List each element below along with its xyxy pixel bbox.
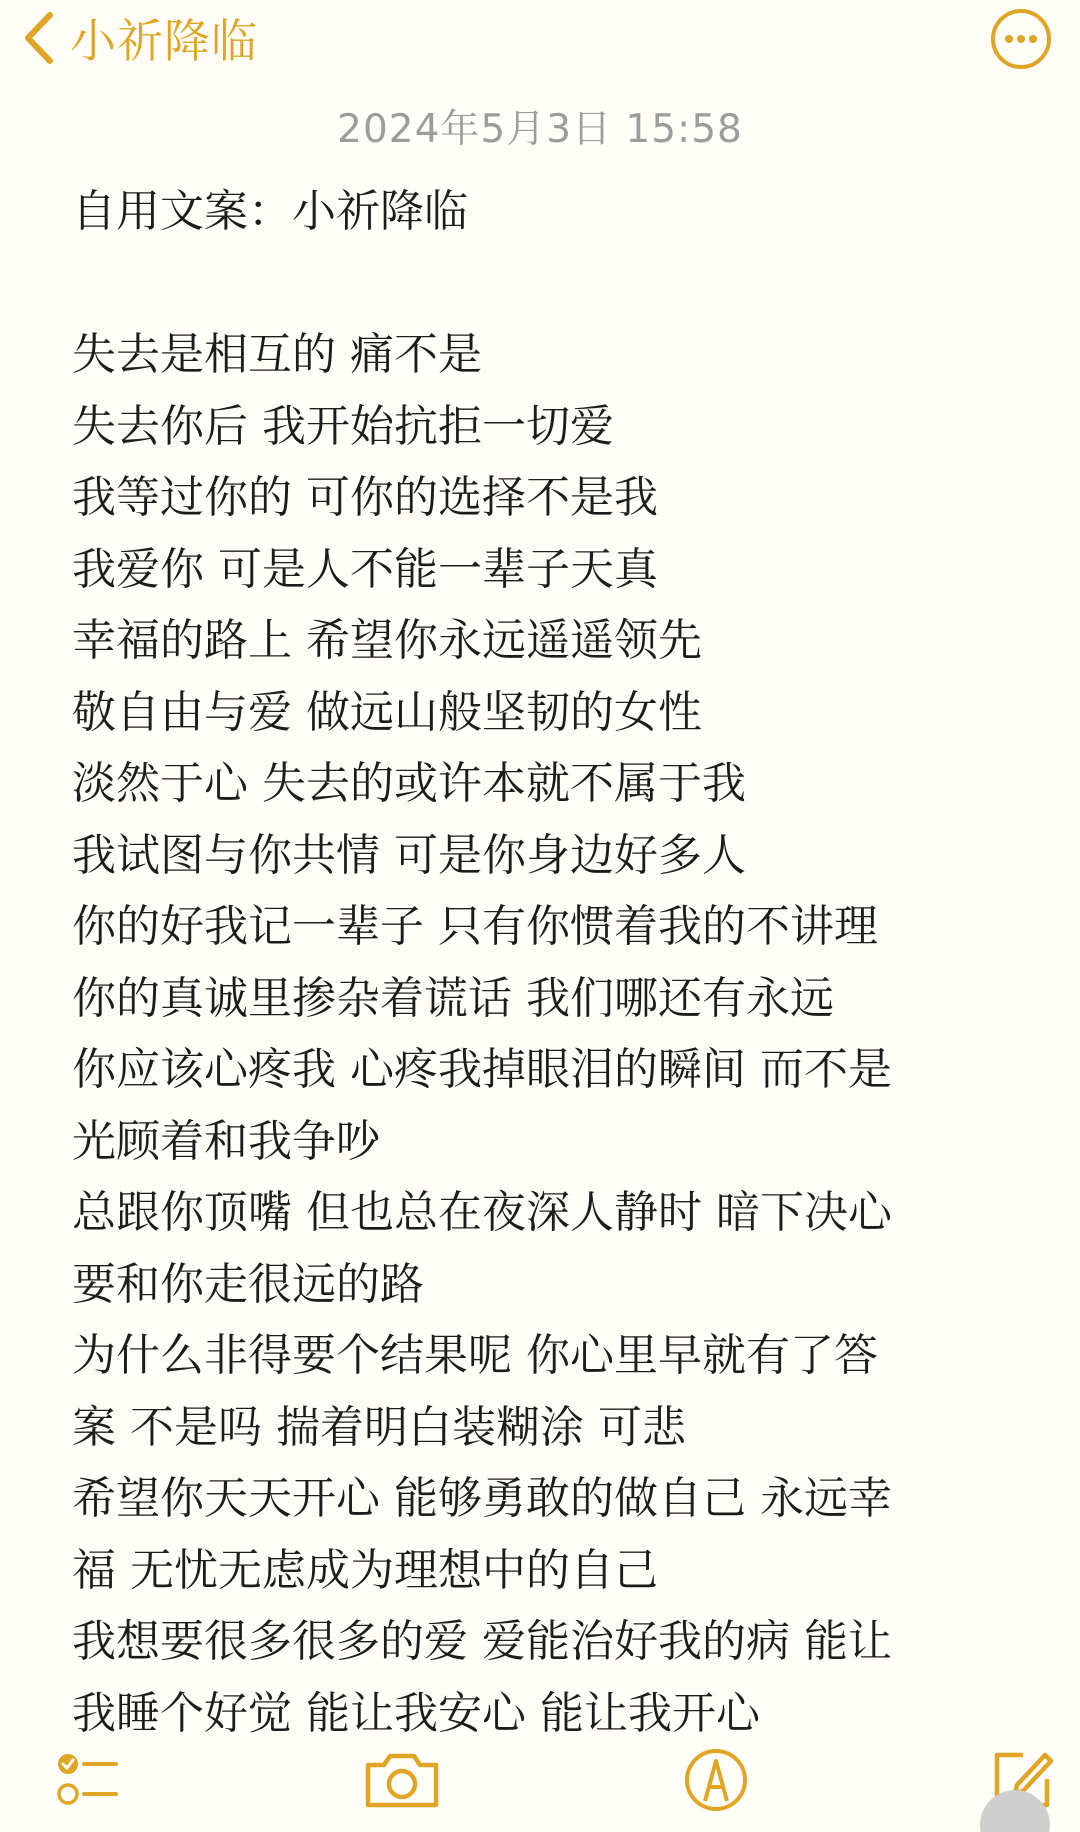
note-title: 自用文案：小祈降临 — [72, 186, 468, 237]
ellipsis-circle-icon — [990, 8, 1052, 70]
back-button[interactable] — [22, 6, 258, 70]
nav-bar — [0, 0, 1080, 76]
checklist-button[interactable] — [48, 1740, 128, 1820]
chevron-left-icon — [22, 11, 56, 65]
camera-button[interactable] — [360, 1740, 444, 1820]
bottom-toolbar — [0, 1740, 1080, 1832]
note-line: 光顾着和我争吵 — [72, 1115, 380, 1167]
more-options-button[interactable] — [990, 8, 1052, 70]
note-line: 为什么非得要个结果呢 你心里早就有了答 — [72, 1330, 878, 1381]
back-label: 小祈降临 — [70, 14, 258, 68]
note-line: 我爱你 可是人不能一辈子天真 — [72, 543, 658, 595]
note-line: 我试图与你共情 可是你身边好多人 — [72, 829, 746, 881]
note-line: 案 不是吗 揣着明白装糊涂 可悲 — [72, 1401, 686, 1453]
note-line: 淡然于心 失去的或许本就不属于我 — [72, 758, 746, 809]
note-line: 你的真诚里掺杂着谎话 我们哪还有永远 — [72, 972, 834, 1024]
note-line: 我睡个好觉 能让我安心 能让我开心 — [72, 1687, 760, 1739]
note-line: 总跟你顶嘴 但也总在夜深人静时 暗下决心 — [72, 1187, 892, 1238]
note-line: 你的好我记一辈子 只有你惯着我的不讲理 — [72, 901, 878, 952]
markup-pen-icon — [683, 1747, 749, 1813]
note-line: 幸福的路上 希望你永远遥遥领先 — [72, 615, 702, 666]
note-line: 要和你走很远的路 — [72, 1258, 424, 1310]
note-line: 敬自由与爱 做远山般坚韧的女性 — [72, 686, 702, 738]
note-lines — [72, 319, 1032, 1749]
note-line: 你应该心疼我 心疼我掉眼泪的瞬间 而不是 — [72, 1044, 892, 1095]
note-line: 希望你天天开心 能够勇敢的做自己 永远幸 — [72, 1473, 892, 1524]
markup-button[interactable] — [676, 1740, 756, 1820]
note-line: 福 无忧无虑成为理想中的自己 — [72, 1544, 658, 1596]
note-timestamp: 2024年5月3日 15:58 — [337, 107, 743, 152]
note-body[interactable] — [72, 176, 1032, 1749]
note-line: 我等过你的 可你的选择不是我 — [72, 472, 658, 523]
note-line: 失去是相互的 痛不是 — [72, 329, 482, 380]
note-line: 我想要很多很多的爱 爱能治好我的病 能让 — [72, 1616, 892, 1667]
note-line: 失去你后 我开始抗拒一切爱 — [72, 400, 614, 452]
checklist-icon — [56, 1752, 120, 1808]
camera-icon — [362, 1749, 442, 1811]
